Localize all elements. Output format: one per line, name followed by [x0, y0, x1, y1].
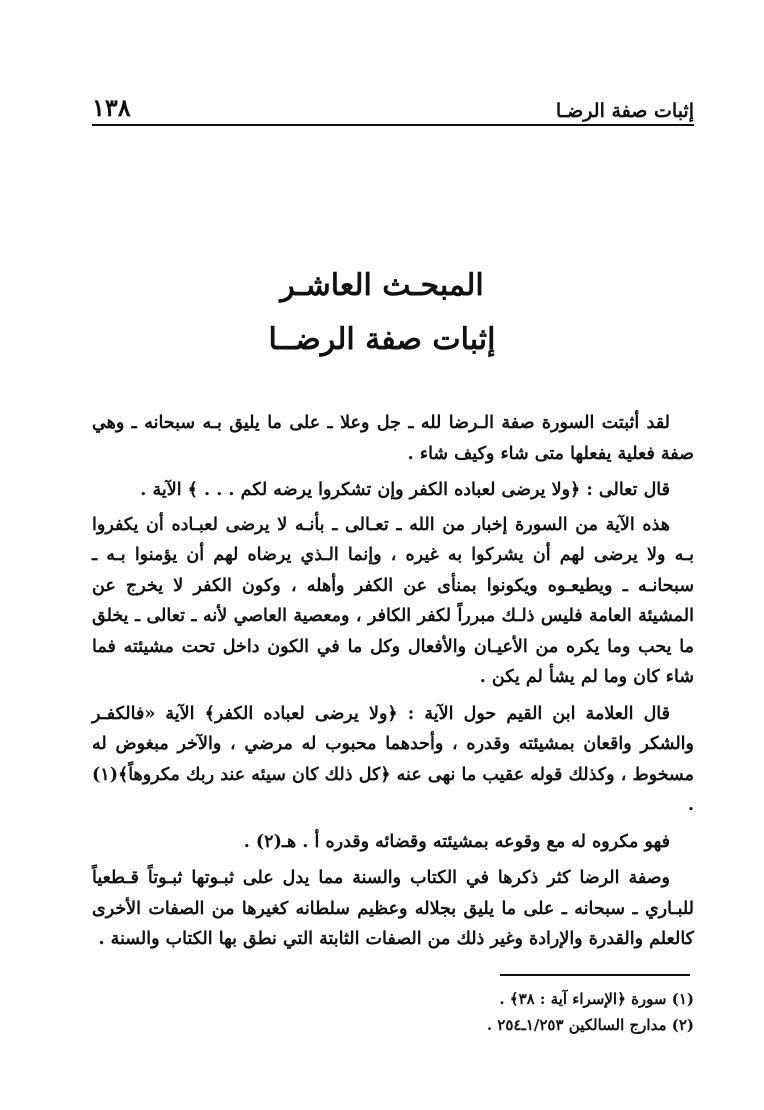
section-title: إثبات صفة الرضــا	[268, 322, 496, 357]
paragraph-explanation: هذه الآية من السورة إخبار من الله ـ تعـالى ـ بأنـه لا يرضى لعبـاده أن يكفروا بـه ولا يرضى لهم أن يشركوا به غيره ، وإنما الـذي يرضاه لهم أن يؤمنوا بـه ـ سبحانـه ـ ويطيعـوه ويكونوا بمنأى عن الكفر وأهله ، وكون الكفر لا يخرج عن المشيئة العامة فليس ذلـك مبرراً لكفر الكافر ، ومعصية العاصي لأنه ـ تعالى ـ يخلق ما يحب وما يكره من الأعيـان والأفعال وكل ما في الكون داخل تحت مشيئته فما شاء كان وما لم يشأ لم يكن .	[92, 514, 695, 687]
paragraph-verse: قال تعالى : ﴿ولا يرضى لعباده الكفر وإن تشكروا يرضه لكم . . . ﴾ الآية .	[140, 480, 670, 500]
header-rule	[92, 124, 694, 126]
paragraph-intro: لقد أثبتت السورة صفة الـرضا لله ـ جل وعلا ـ على ما يليق بـه سبحانه ـ وهي صفة فعلية يفعلها متى شاء وكيف شاء .	[92, 413, 694, 464]
paragraph-ibn-alqayyim-quote: قال العلامة ابن القيم حول الآية : ﴿ولا يرضى لعباده الكفر﴾ الآية «فالكفـر والشكر واقعان بمشيئته وقدره ، وأحدهما محبوب له مرضي ، والآخر مبغوض له مسخوط ، وكذلك قوله عقيب ما نهى عنه ﴿كل ذلك كان سيئه عند ربك مكروهاً﴾(١) .	[92, 703, 694, 815]
body-text	[92, 408, 694, 961]
chapter-title: المبحـث العاشـر	[280, 268, 484, 303]
footnote-2: (٢) مدارج السالكين ١/٢٥٣ـ٢٥٤ .	[486, 1016, 694, 1034]
footnote-rule	[500, 974, 690, 976]
paragraph-conclusion: وصفة الرضا كثر ذكرها في الكتاب والسنة مما يدل على ثبـوتها ثبـوتاً قـطعياً للبـاري ـ سبحانه ـ على ما يليق بجلاله وعظيم سلطانه كغيرها من الصفات الأخرى كالعلم والقدرة والإرادة وغير ذلك من الصفات الثابتة التي نطق بها الكتاب والسنة .	[92, 868, 694, 949]
paragraph-quote-end: فهو مكروه له مع وقوعه بمشيئته وقضائه وقدره أ . هـ(٢) .	[243, 831, 670, 852]
footnotes	[92, 986, 694, 1038]
running-title: إثبات صفة الرضـا	[555, 100, 694, 122]
page-number: ١٣٨	[92, 93, 131, 122]
running-header	[92, 92, 694, 122]
footnote-1: (١) سورة ﴿الإسراء آية : ٣٨﴾ .	[499, 990, 694, 1008]
